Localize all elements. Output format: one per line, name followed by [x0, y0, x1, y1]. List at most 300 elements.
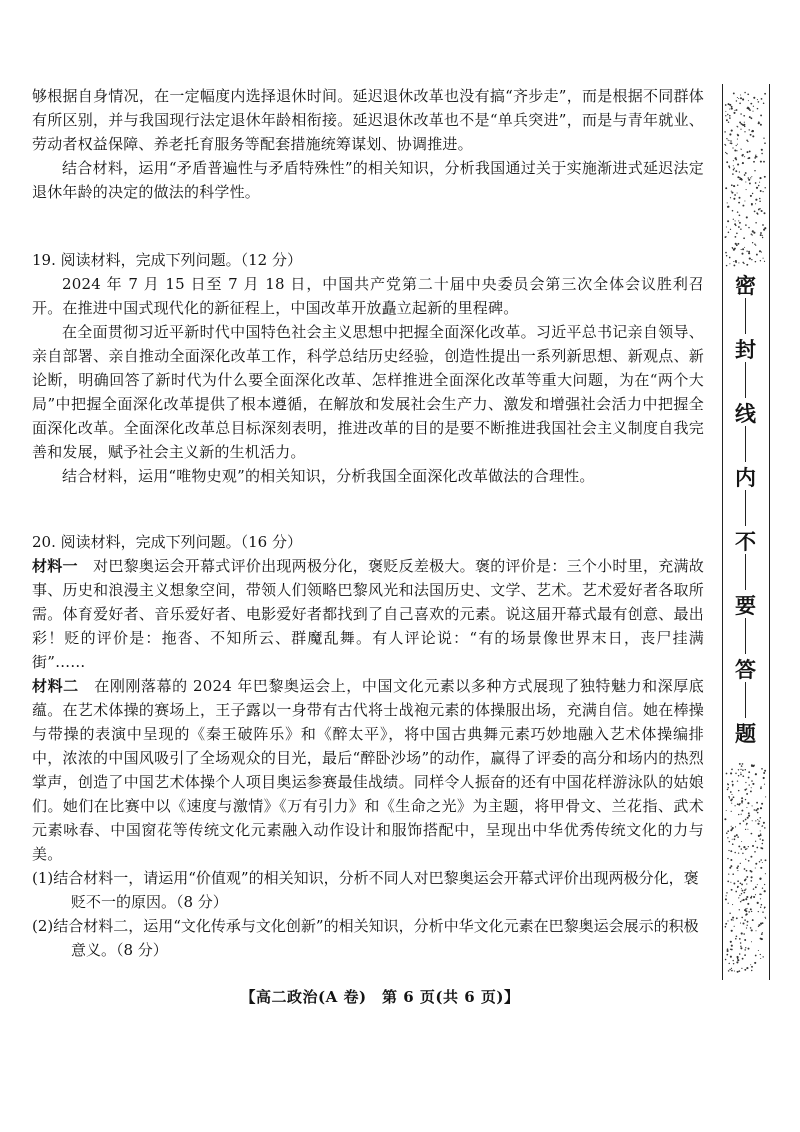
stipple-dot: [733, 198, 735, 200]
stipple-dot: [750, 117, 752, 119]
stipple-dot: [739, 214, 741, 216]
stipple-dot: [760, 954, 761, 955]
stipple-dot: [741, 797, 743, 799]
stipple-dot: [744, 156, 745, 157]
stipple-dot: [725, 252, 727, 254]
stipple-dot: [726, 895, 727, 896]
stipple-dot: [729, 867, 731, 869]
stipple-dot: [726, 892, 727, 893]
stipple-dot: [760, 859, 762, 861]
stipple-dot: [758, 950, 759, 951]
stipple-dot: [731, 106, 733, 108]
stipple-dot: [742, 853, 743, 854]
stipple-dot: [741, 765, 743, 767]
stipple-dot: [727, 783, 729, 785]
stipple-dot: [731, 191, 732, 192]
stipple-dot: [757, 902, 759, 904]
stipple-dot: [725, 236, 727, 238]
stipple-dot: [760, 232, 762, 234]
stipple-dot: [749, 182, 751, 184]
stipple-dot: [760, 260, 761, 261]
stipple-dot: [752, 193, 753, 194]
stipple-dot: [749, 129, 750, 130]
stipple-dot: [727, 220, 729, 222]
stipple-dot: [758, 209, 760, 211]
stipple-dot: [750, 790, 752, 792]
stipple-dot: [757, 819, 758, 820]
stipple-dot: [737, 865, 739, 867]
stipple-dot: [746, 883, 747, 884]
stipple-dot: [748, 846, 749, 847]
stipple-dot: [731, 184, 733, 186]
stipple-dot: [737, 144, 738, 145]
stipple-dot: [758, 924, 760, 926]
stipple-dot: [730, 850, 732, 852]
stipple-dot: [726, 773, 728, 775]
stipple-dot: [742, 775, 744, 777]
stipple-dot: [759, 893, 761, 895]
stipple-dot: [737, 958, 738, 959]
stipple-dot: [745, 829, 746, 830]
stipple-dot: [737, 971, 739, 973]
stipple-dot: [742, 890, 744, 892]
stipple-dot: [761, 768, 763, 770]
stipple-dot: [751, 787, 752, 788]
q20-subquestion-1: (1)结合材料一，请运用“价值观”的相关知识，分析不同人对巴黎奥运会开幕式评价出现两极分化，褒贬不一的原因。（8 分）: [32, 869, 699, 911]
stipple-dot: [753, 106, 754, 107]
stipple-dot: [726, 138, 727, 139]
stipple-dot: [743, 846, 745, 848]
stipple-dot: [762, 237, 763, 238]
stipple-dot: [753, 161, 755, 163]
stipple-dot: [750, 134, 752, 136]
stipple-dot: [756, 847, 758, 849]
stipple-dot: [741, 932, 743, 934]
material-two-text: 在刚刚落幕的 2024 年巴黎奥运会上，中国文化元素以多种方式展现了独特魅力和深厚底蕴。在艺术体操的赛场上，王子露以一身带有古代将士战袍元素的体操服出场，充满自信。她在棒操与带操的表演中呈现的《秦王破阵乐》和《醉太平》，将中国古典舞元素巧妙地融入艺术体操编排中，浓浓的中国风吸引了全场观众的目光，最后“醉卧沙场”的动作，赢得了评委的高分和场内的热烈掌声，创造了中国艺术体操个人项目奥运参赛最佳战绩。同样令人振奋的还有中国花样游泳队的姑娘们。她们在比赛中以《速度与激情》《万有引力》和《生命之光》为主题，将甲骨文、兰花指、武术元素咏春、中国窗花等传统文化元素融入动作设计和服饰搭配中，呈现出中华优秀传统文化的力与美。: [32, 677, 704, 863]
stipple-dot: [750, 927, 752, 929]
stipple-dot: [735, 938, 737, 940]
stipple-dot: [765, 918, 766, 919]
stipple-dot: [741, 848, 743, 850]
stipple-dot: [741, 253, 743, 255]
stipple-dot: [730, 859, 732, 861]
stipple-dot: [763, 138, 764, 139]
stipple-dot: [738, 202, 740, 204]
stipple-dot: [764, 261, 765, 262]
stipple-dot: [726, 810, 727, 811]
stipple-dot: [724, 131, 726, 133]
stipple-dot: [741, 900, 742, 901]
stipple-dot: [760, 958, 761, 959]
stipple-dot: [762, 932, 763, 933]
stipple-dot: [731, 811, 732, 812]
stipple-dot: [751, 259, 752, 260]
stipple-dot: [757, 812, 759, 814]
stipple-dot: [753, 896, 755, 898]
stipple-dot: [741, 888, 742, 889]
stipple-dot: [755, 261, 757, 263]
stipple-dot: [750, 897, 752, 899]
stipple-dot: [733, 963, 734, 964]
stipple-dot: [756, 212, 758, 214]
stipple-dot: [754, 809, 755, 810]
stipple-dot: [736, 150, 737, 151]
stipple-dot: [760, 867, 762, 869]
stipple-dot: [746, 807, 747, 808]
stipple-dot: [728, 232, 730, 234]
stipple-dot: [735, 220, 736, 221]
stipple-dot: [748, 179, 750, 181]
stipple-dot: [765, 873, 766, 874]
stipple-dot: [747, 817, 749, 819]
stipple-dot: [759, 878, 761, 880]
stipple-dot: [728, 903, 729, 904]
stipple-dot: [729, 117, 731, 119]
stipple-dot: [764, 906, 766, 908]
stipple-dot: [741, 814, 742, 815]
stipple-dot: [735, 236, 737, 238]
stipple-dot: [744, 247, 745, 248]
stipple-dot: [740, 946, 741, 947]
seal-line-segment: [745, 362, 746, 398]
stipple-dot: [730, 197, 731, 198]
stipple-dot: [757, 99, 758, 100]
stipple-dot: [745, 181, 746, 182]
stipple-dot: [738, 845, 740, 847]
stipple-dot: [743, 892, 745, 894]
stipple-dot: [733, 169, 735, 171]
stipple-dot: [756, 187, 758, 189]
seal-char: 内: [735, 466, 756, 490]
stipple-dot: [732, 873, 734, 875]
stipple-dot: [737, 870, 738, 871]
stipple-dot: [733, 960, 734, 961]
stipple-dot: [761, 252, 762, 253]
stipple-dot: [758, 926, 759, 927]
stipple-dot: [734, 805, 735, 806]
stipple-dot: [732, 247, 733, 248]
stipple-dot: [758, 185, 760, 187]
q20-heading: 20. 阅读材料，完成下列问题。（16 分）: [32, 533, 302, 551]
stipple-dot: [732, 904, 733, 905]
stipple-dot: [742, 262, 744, 264]
stipple-dot: [745, 889, 746, 890]
stipple-dot: [731, 826, 732, 827]
stipple-dot: [741, 883, 743, 885]
stipple-dot: [748, 812, 750, 814]
stipple-dot: [759, 198, 761, 200]
stipple-dot: [739, 171, 740, 172]
stipple-dot: [742, 248, 744, 250]
stipple-dot: [733, 112, 735, 114]
stipple-dot: [744, 868, 746, 870]
stipple-dot: [734, 194, 736, 196]
q19-paragraph: 2024 年 7 月 15 日至 7 月 18 日，中国共产党第二十届中央委员会第三次全体会议胜利召开。在推进中国式现代化的新征程上，中国改革开放矗立起新的里程碑。: [32, 275, 704, 317]
dot-pattern-bottom: [723, 760, 768, 974]
stipple-dot: [724, 144, 725, 145]
dot-pattern-top: [723, 90, 768, 268]
q19-task: 结合材料，运用“唯物史观”的相关知识，分析我国全面深化改革做法的合理性。: [62, 467, 595, 485]
stipple-dot: [763, 161, 765, 163]
stipple-dot: [758, 911, 759, 912]
stipple-dot: [762, 839, 764, 841]
seal-char: 线: [735, 402, 756, 426]
stipple-dot: [727, 881, 729, 883]
stipple-dot: [738, 852, 739, 853]
stipple-dot: [748, 860, 750, 862]
stipple-dot: [740, 774, 742, 776]
stipple-dot: [748, 177, 750, 179]
stipple-dot: [746, 967, 748, 969]
stipple-dot: [741, 917, 743, 919]
stipple-dot: [750, 964, 751, 965]
stipple-dot: [738, 970, 740, 972]
stipple-dot: [741, 841, 742, 842]
stipple-dot: [746, 927, 747, 928]
stipple-dot: [758, 121, 759, 122]
stipple-dot: [764, 784, 765, 785]
stipple-dot: [754, 243, 755, 244]
stipple-dot: [765, 859, 767, 861]
stipple-dot: [761, 98, 763, 100]
stipple-dot: [736, 232, 738, 234]
stipple-dot: [736, 109, 738, 111]
stipple-dot: [745, 848, 747, 850]
stipple-dot: [738, 262, 739, 263]
stipple-dot: [738, 98, 739, 99]
stipple-dot: [746, 913, 748, 915]
stipple-dot: [761, 894, 762, 895]
stipple-dot: [755, 182, 757, 184]
stipple-dot: [737, 176, 739, 178]
stipple-dot: [744, 969, 746, 971]
stipple-dot: [745, 172, 747, 174]
stipple-dot: [743, 820, 745, 822]
stipple-dot: [748, 251, 750, 253]
stipple-dot: [762, 843, 764, 845]
stipple-dot: [729, 263, 730, 264]
stipple-dot: [745, 947, 746, 948]
stipple-dot: [735, 170, 737, 172]
stipple-dot: [738, 775, 739, 776]
stipple-dot: [755, 820, 756, 821]
stipple-dot: [752, 230, 754, 232]
stipple-dot: [742, 205, 744, 207]
stipple-dot: [744, 954, 746, 956]
stipple-dot: [737, 97, 738, 98]
stipple-dot: [734, 149, 736, 151]
stipple-dot: [755, 809, 757, 811]
stipple-dot: [759, 123, 760, 124]
stipple-dot: [747, 903, 749, 905]
stipple-dot: [760, 807, 762, 809]
stipple-dot: [746, 896, 748, 898]
stipple-dot: [744, 889, 746, 891]
stipple-dot: [748, 911, 750, 913]
stipple-dot: [740, 863, 741, 864]
stipple-dot: [748, 777, 750, 779]
stipple-dot: [750, 908, 752, 910]
stipple-dot: [752, 135, 754, 137]
stipple-dot: [726, 265, 727, 266]
stipple-dot: [760, 817, 762, 819]
stipple-dot: [745, 769, 746, 770]
stipple-dot: [754, 851, 756, 853]
stipple-dot: [731, 945, 733, 947]
stipple-dot: [751, 765, 753, 767]
stipple-dot: [755, 894, 756, 895]
stipple-dot: [755, 841, 756, 842]
stipple-dot: [759, 177, 761, 179]
stipple-dot: [752, 783, 754, 785]
stipple-dot: [737, 880, 739, 882]
stipple-dot: [745, 898, 747, 900]
stipple-dot: [761, 933, 763, 935]
stipple-dot: [738, 814, 739, 815]
stipple-dot: [731, 769, 733, 771]
stipple-dot: [755, 867, 756, 868]
stipple-dot: [748, 815, 750, 817]
stipple-dot: [729, 109, 730, 110]
stipple-dot: [744, 789, 746, 791]
stipple-dot: [758, 821, 759, 822]
stipple-dot: [747, 802, 749, 804]
stipple-dot: [727, 206, 729, 208]
stipple-dot: [725, 111, 726, 112]
stipple-dot: [746, 876, 748, 878]
stipple-dot: [760, 834, 762, 836]
stipple-dot: [762, 825, 763, 826]
stipple-dot: [734, 970, 735, 971]
seal-line-segment: [745, 298, 746, 334]
stipple-dot: [747, 93, 749, 95]
stipple-dot: [752, 242, 753, 243]
stipple-dot: [737, 780, 738, 781]
stipple-dot: [739, 823, 741, 825]
stipple-dot: [755, 199, 757, 201]
stipple-dot: [732, 781, 734, 783]
stipple-dot: [764, 142, 766, 144]
stipple-dot: [740, 129, 741, 130]
stipple-dot: [737, 184, 738, 185]
stipple-dot: [729, 912, 731, 914]
stipple-dot: [734, 223, 736, 225]
stipple-dot: [733, 219, 734, 220]
stipple-dot: [750, 103, 752, 105]
stipple-dot: [740, 923, 741, 924]
stipple-dot: [730, 772, 732, 774]
stipple-dot: [736, 100, 737, 101]
stipple-dot: [733, 92, 735, 94]
q19-paragraph: 在全面贯彻习近平新时代中国特色社会主义思想中把握全面深化改革。习近平总书记亲自领导、亲自部署、亲自推动全面深化改革工作，科学总结历史经验，创造性提出一系列新思想、新观点、新论断，明确回答了新时代为什么要全面深化改革、怎样推进全面深化改革等重大问题，为在“两个大局”中把握全面深化改革提供了根本遵循，在解放和发展社会生产力、激发和增强社会活力中把握全面深化改革。全面深化改革总目标深刻表明，推进改革的目的是要不断推进我国社会主义制度自我完善和发展，赋予社会主义新的生机活力。: [32, 323, 704, 461]
stipple-dot: [745, 819, 747, 821]
stipple-dot: [762, 911, 764, 913]
stipple-dot: [735, 262, 737, 264]
stipple-dot: [727, 948, 729, 950]
stipple-dot: [745, 910, 747, 912]
stipple-dot: [726, 954, 728, 956]
stipple-dot: [742, 154, 744, 156]
stipple-dot: [746, 870, 748, 872]
stipple-dot: [745, 799, 746, 800]
stipple-dot: [741, 893, 742, 894]
stipple-dot: [761, 904, 763, 906]
stipple-dot: [729, 104, 731, 106]
stipple-dot: [734, 838, 736, 840]
stipple-dot: [752, 919, 754, 921]
stipple-dot: [755, 930, 756, 931]
stipple-dot: [734, 248, 736, 250]
stipple-dot: [761, 149, 763, 151]
seal-char: 答: [735, 658, 756, 682]
stipple-dot: [728, 873, 729, 874]
stipple-dot: [748, 100, 749, 101]
stipple-dot: [731, 130, 733, 132]
stipple-dot: [760, 938, 762, 940]
stipple-dot: [732, 917, 734, 919]
stipple-dot: [760, 847, 762, 849]
stipple-dot: [750, 856, 752, 858]
stipple-dot: [762, 191, 763, 192]
stipple-dot: [760, 190, 762, 192]
page-footer: 【高二政治(A 卷) 第 6 页(共 6 页)】: [240, 988, 520, 1006]
stipple-dot: [727, 202, 728, 203]
stipple-dot: [731, 192, 733, 194]
stipple-dot: [730, 140, 732, 142]
stipple-dot: [733, 160, 734, 161]
stipple-dot: [759, 250, 761, 252]
dotted-strip-top: [723, 90, 768, 268]
stipple-dot: [739, 197, 741, 199]
stipple-dot: [739, 953, 741, 955]
stipple-dot: [757, 808, 759, 810]
stipple-dot: [740, 772, 741, 773]
stipple-dot: [760, 234, 762, 236]
stipple-dot: [762, 224, 764, 226]
stipple-dot: [762, 888, 763, 889]
stipple-dot: [739, 102, 741, 104]
stipple-dot: [750, 195, 752, 197]
stipple-dot: [730, 229, 731, 230]
stipple-dot: [747, 829, 748, 830]
stipple-dot: [763, 102, 765, 104]
stipple-dot: [740, 769, 741, 770]
q20-subquestion-2: (2)结合材料二，运用“文化传承与文化创新”的相关知识，分析中华文化元素在巴黎奥运会展示的积极意义。（8 分）: [32, 917, 699, 959]
stipple-dot: [760, 787, 762, 789]
stipple-dot: [739, 763, 741, 765]
stipple-dot: [751, 780, 753, 782]
page-content: [32, 84, 704, 962]
stipple-dot: [731, 968, 732, 969]
stipple-dot: [747, 107, 748, 108]
stipple-dot: [729, 257, 731, 259]
stipple-dot: [735, 773, 736, 774]
stipple-dot: [732, 839, 733, 840]
stipple-dot: [748, 157, 750, 159]
stipple-dot: [726, 119, 728, 121]
stipple-dot: [757, 823, 759, 825]
stipple-dot: [729, 963, 730, 964]
stipple-dot: [742, 763, 744, 765]
stipple-dot: [727, 153, 728, 154]
stipple-dot: [752, 805, 753, 806]
stipple-dot: [742, 803, 743, 804]
stipple-dot: [752, 845, 754, 847]
stipple-dot: [747, 151, 749, 153]
stipple-dot: [762, 235, 763, 236]
stipple-dot: [751, 966, 753, 968]
stipple-dot: [738, 897, 739, 898]
